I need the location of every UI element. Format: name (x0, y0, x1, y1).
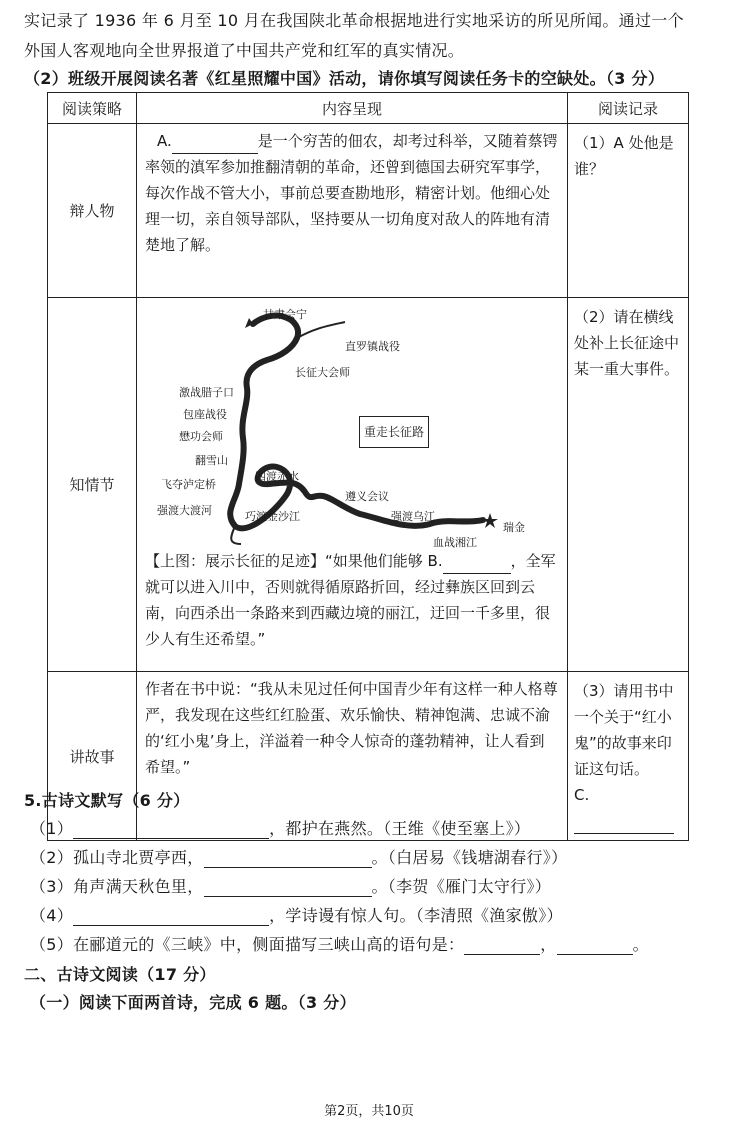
record-character: （1）A 处他是谁？ (568, 124, 689, 298)
q5-item-4-after: ，学诗谩有惊人句。（李清照《渔家傲》） (269, 906, 563, 925)
q5-item-3-no: （3） (30, 877, 74, 896)
content-character-text: 是一个穷苦的佃农，却考过科举，又随着蔡锷率领的滇军参加推翻清朝的革命，还曾到德国去研究军事学，每次作战不管大小，事前总要查勘地形，精密计划。他细心处理一切，亲自领导部队，坚持要从一切角度对敌人的阵地有清楚地了解。 (145, 132, 558, 254)
subsection-1-title: （一）阅读下面两首诗，完成 6 题。（3 分） (30, 993, 356, 1012)
map-caption (145, 548, 559, 652)
map-label-lazikou: 激战腊子口 (179, 386, 234, 399)
blank-c[interactable] (574, 833, 674, 834)
intro-line-2: 外国人客观地向全世界报道了中国共产党和红军的真实情况。 (24, 41, 465, 60)
q5-blank-2[interactable] (204, 867, 372, 868)
intro-line-1: 实记录了 1936 年 6 月至 10 月在我国陕北革命根据地进行实地采访的所见所闻。通过一个 (24, 11, 684, 30)
map-label-chishui: 四渡赤水 (255, 470, 299, 483)
q5-item-2-after: 。（白居易《钱塘湖春行》） (371, 848, 568, 867)
q5-item-2-no: （2） (30, 848, 74, 867)
table-row-plot (48, 298, 689, 672)
map-label-ludingqiao: 飞夺泸定桥 (161, 478, 216, 491)
map-label-xueshan: 翻雪山 (195, 454, 228, 467)
map-label-maogong: 懋功会师 (179, 430, 223, 443)
blank-a-label: A. (157, 132, 172, 150)
q5-blank-3[interactable] (204, 896, 372, 897)
q5-blank-5b[interactable] (557, 954, 633, 955)
strategy-character: 辩人物 (48, 124, 137, 298)
content-character (137, 124, 568, 298)
map-label-xiangjiang: 血战湘江 (433, 536, 477, 549)
map-label-jinshajiang: 巧渡金沙江 (245, 510, 300, 523)
content-plot (137, 298, 568, 672)
blank-c-label: C. (574, 786, 590, 804)
q5-item-3 (30, 874, 551, 897)
map-label-huining: 甘肃会宁 (263, 308, 307, 321)
map-label-daduhe: 强渡大渡河 (157, 504, 212, 517)
table-header-row (48, 93, 689, 124)
q5-item-4 (30, 903, 563, 926)
table-row-character (48, 124, 689, 298)
q5-item-5-after2: 。 (632, 935, 649, 954)
map-label-wujiang: 强渡乌江 (391, 510, 435, 523)
q5-item-5-after: ， (540, 935, 557, 954)
q5-item-3-before: 角声满天秋色里， (73, 877, 204, 896)
q5-item-5-before: 在郦道元的《三峡》中，侧面描写三峡山高的语句是： (73, 935, 465, 954)
blank-b[interactable] (443, 573, 511, 574)
q5-item-1 (30, 816, 530, 839)
q5-blank-4[interactable] (73, 925, 269, 926)
map-label-ruijin: 瑞金 (503, 521, 525, 534)
header-record: 阅读记录 (568, 93, 689, 124)
map-label-zhiluozhen: 直罗镇战役 (345, 340, 400, 353)
header-content: 内容呈现 (137, 93, 568, 124)
reading-task-card (47, 92, 689, 841)
blank-a[interactable] (172, 153, 258, 154)
question-2-title: （2）班级开展阅读名著《红星照耀中国》活动，请你填写阅读任务卡的空缺处。（3 分） (24, 69, 665, 88)
section-2-title: 二、古诗文阅读（17 分） (24, 965, 216, 984)
page-footer: 第2页，共10页 (324, 1104, 414, 1119)
q5-item-4-no: （4） (30, 906, 74, 925)
strategy-story: 讲故事 (48, 672, 137, 841)
content-story: 作者在书中说：“我从未见过任何中国青少年有这样一种人格尊严，我发现在这些红红脸蛋、欢乐愉快、精神饱满、忠诚不渝的‘红小鬼’身上，洋溢着一种令人惊奇的蓬勃精神，让人看到希望。” (137, 672, 568, 841)
record-story (568, 672, 689, 841)
strategy-plot: 知情节 (48, 298, 137, 672)
q5-item-2 (30, 845, 567, 868)
q5-item-1-after: ，都护在燕然。（王维《使至塞上》） (269, 819, 531, 838)
header-strategy: 阅读策略 (48, 93, 137, 124)
record-story-text: （3）请用书中一个关于“红小鬼”的故事来印证这句话。 (574, 682, 674, 778)
q5-item-3-after: 。（李贺《雁门太守行》） (371, 877, 552, 896)
map-label-zunyi: 遵义会议 (345, 490, 389, 503)
q5-blank-1[interactable] (73, 838, 269, 839)
map-caption-head: 【上图：展示长征的足迹】“如果他们能够 B. (145, 552, 443, 570)
map-label-baozuo: 包座战役 (183, 408, 227, 421)
map-title-box: 重走长征路 (359, 416, 429, 448)
long-march-map (145, 298, 559, 548)
q5-item-1-no: （1） (30, 819, 74, 838)
map-label-dahuishi: 长征大会师 (295, 366, 350, 379)
map-caption-text: ，全军就可以进入川中，否则就得循原路折回，经过彝族区回到云南，向西杀出一条路来到西藏边境的丽江，迂回一千多里，很少人有生还希望。” (145, 552, 556, 648)
q5-item-2-before: 孤山寺北贾亭西， (73, 848, 204, 867)
q5-item-5-no: （5） (30, 935, 74, 954)
q5-blank-5a[interactable] (464, 954, 540, 955)
question-5-title: 5.古诗文默写（6 分） (24, 791, 190, 810)
record-plot: （2）请在横线处补上长征途中某一重大事件。 (568, 298, 689, 672)
q5-item-5 (30, 932, 649, 955)
